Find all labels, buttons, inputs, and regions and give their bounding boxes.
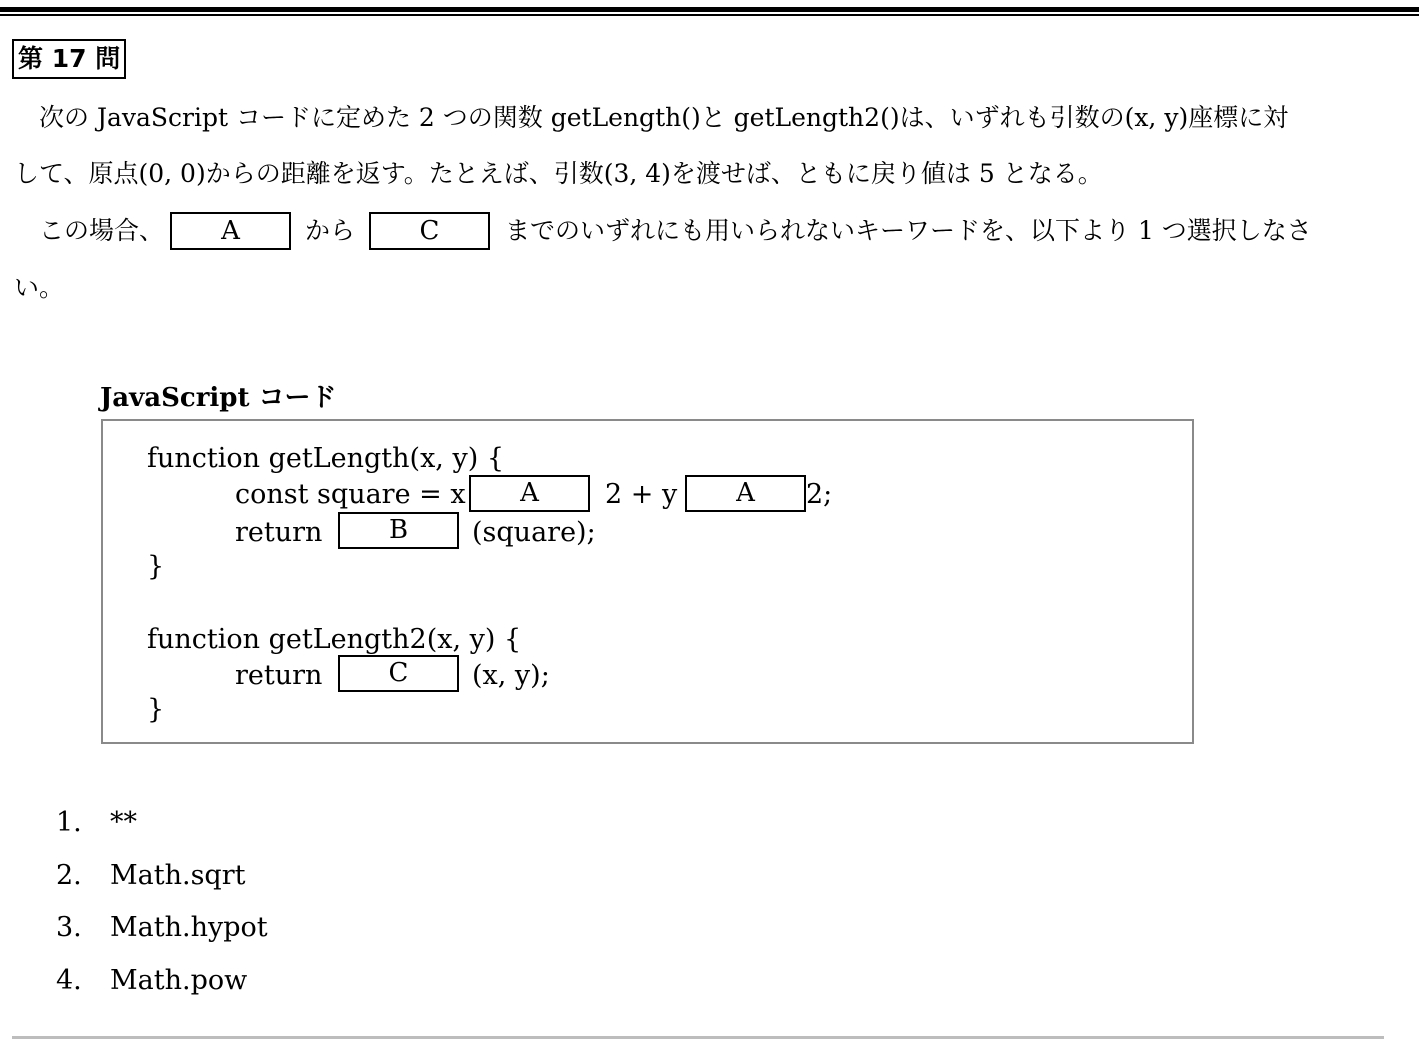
- code-line-fn1-close: }: [147, 551, 165, 582]
- choice-number-4: 4.: [56, 965, 82, 996]
- code-line-fn2-return-args: (x, y);: [472, 660, 550, 691]
- blank-box-last: C: [369, 212, 490, 250]
- code-line-fn1-assign-prefix: const square = x: [235, 479, 466, 510]
- choice-option-4[interactable]: Math.pow: [110, 965, 248, 996]
- question-text-line-3-middle: から: [305, 216, 356, 245]
- choice-number-1: 1.: [56, 807, 82, 838]
- blank-box-first: A: [170, 212, 291, 250]
- code-line-fn2-signature: function getLength2(x, y) {: [147, 624, 522, 655]
- choice-option-1[interactable]: **: [110, 807, 137, 838]
- code-line-fn1-assign-middle: 2 + y: [605, 479, 678, 510]
- code-blank-a-2: A: [685, 475, 806, 512]
- top-rule-thin: [0, 14, 1419, 16]
- top-rule: [0, 7, 1419, 12]
- code-line-fn1-return-keyword: return: [235, 517, 323, 548]
- question-text-line-1: 次の JavaScript コードに定めた 2 つの関数 getLength()と getLength2()は、いずれも引数の(x, y)座標に対: [14, 103, 1289, 132]
- question-text-line-3-prefix: この場合、: [14, 216, 165, 245]
- bottom-rule: [12, 1036, 1384, 1039]
- code-blank-a-1: A: [469, 475, 590, 512]
- code-line-fn1-assign-suffix: 2;: [806, 479, 833, 510]
- question-text-line-2: して、原点(0, 0)からの距離を返す。たとえば、引数(3, 4)を渡せば、ともに戻り値は 5 となる。: [14, 159, 1103, 188]
- choice-number-3: 3.: [56, 912, 82, 943]
- question-text-line-4: い。: [14, 273, 65, 302]
- code-heading: JavaScript コード: [100, 383, 337, 413]
- choice-option-3[interactable]: Math.hypot: [110, 912, 268, 943]
- code-line-fn1-return-args: (square);: [472, 517, 596, 548]
- code-line-fn2-close: }: [147, 694, 165, 725]
- code-blank-b: B: [338, 512, 459, 549]
- code-blank-c: C: [338, 655, 459, 692]
- question-number: 第 17 問: [12, 39, 126, 79]
- question-text-line-3-suffix: までのいずれにも用いられないキーワードを、以下より 1 つ選択しなさ: [505, 216, 1312, 245]
- code-line-fn1-signature: function getLength(x, y) {: [147, 443, 505, 474]
- code-line-fn2-return-keyword: return: [235, 660, 323, 691]
- choice-number-2: 2.: [56, 860, 82, 891]
- choice-option-2[interactable]: Math.sqrt: [110, 860, 246, 891]
